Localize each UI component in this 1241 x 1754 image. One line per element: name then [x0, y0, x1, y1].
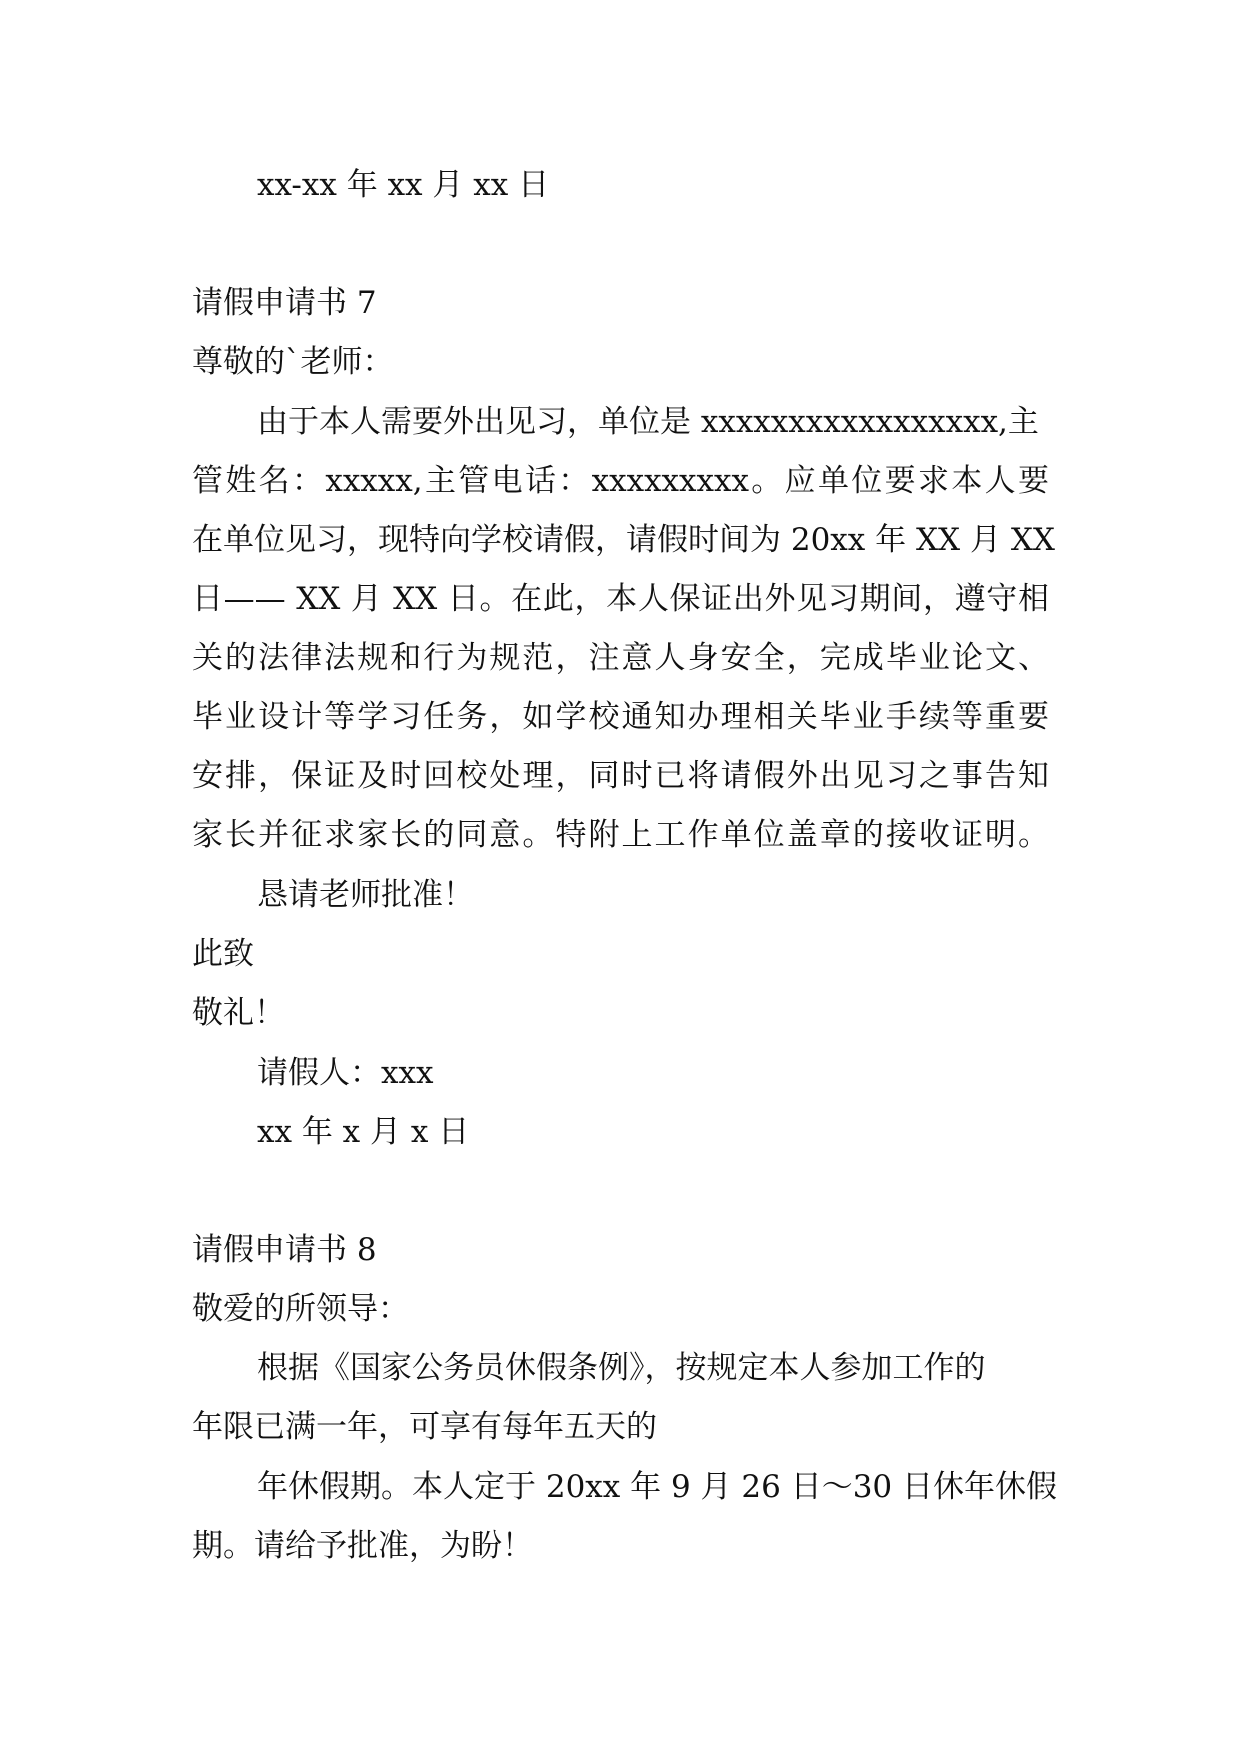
- letter7-salutation: 尊敬的`老师：: [192, 344, 394, 380]
- letter8-body-line-3: 年休假期。本人定于 20xx 年 9 月 26 日～30 日休年休假: [257, 1469, 1058, 1505]
- letter7-body-line-2: 管姓名：xxxxx,主管电话：xxxxxxxxx。应单位要求本人要: [192, 463, 1049, 499]
- letter8-body-line-2: 年限已满一年，可享有每年五天的: [192, 1409, 657, 1445]
- letter7-body-line-3: 在单位见习，现特向学校请假，请假时间为 20xx 年 XX 月 XX: [192, 522, 1055, 558]
- letter7-body-line-1: 由于本人需要外出见习，单位是 xxxxxxxxxxxxxxxxx,主: [257, 404, 1039, 440]
- letter7-request: 恳请老师批准！: [257, 877, 474, 913]
- letter8-body-line-4: 期。请给予批准，为盼！: [192, 1528, 533, 1564]
- previous-letter-date: xx-xx 年 xx 月 xx 日: [257, 167, 550, 203]
- letter8-title: 请假申请书 8: [192, 1232, 377, 1268]
- letter7-date: xx 年 x 月 x 日: [257, 1114, 470, 1150]
- letter8-salutation: 敬爱的所领导：: [192, 1291, 409, 1327]
- letter7-body-line-4: 日—— XX 月 XX 日。在此，本人保证出外见习期间，遵守相: [192, 581, 1049, 617]
- letter7-body-line-7: 安排，保证及时回校处理，同时已将请假外出见习之事告知: [192, 758, 1049, 794]
- letter7-applicant: 请假人：xxx: [257, 1055, 434, 1091]
- letter7-closing-1: 此致: [192, 936, 254, 972]
- letter7-closing-2: 敬礼！: [192, 995, 285, 1031]
- letter8-body-line-1: 根据《国家公务员休假条例》，按规定本人参加工作的: [257, 1350, 986, 1386]
- letter7-body-line-5: 关的法律法规和行为规范，注意人身安全，完成毕业论文、: [192, 640, 1049, 676]
- letter7-body-line-8: 家长并征求家长的同意。特附上工作单位盖章的接收证明。: [192, 817, 1049, 853]
- letter7-body-line-6: 毕业设计等学习任务，如学校通知办理相关毕业手续等重要: [192, 699, 1049, 735]
- letter7-title: 请假申请书 7: [192, 285, 377, 321]
